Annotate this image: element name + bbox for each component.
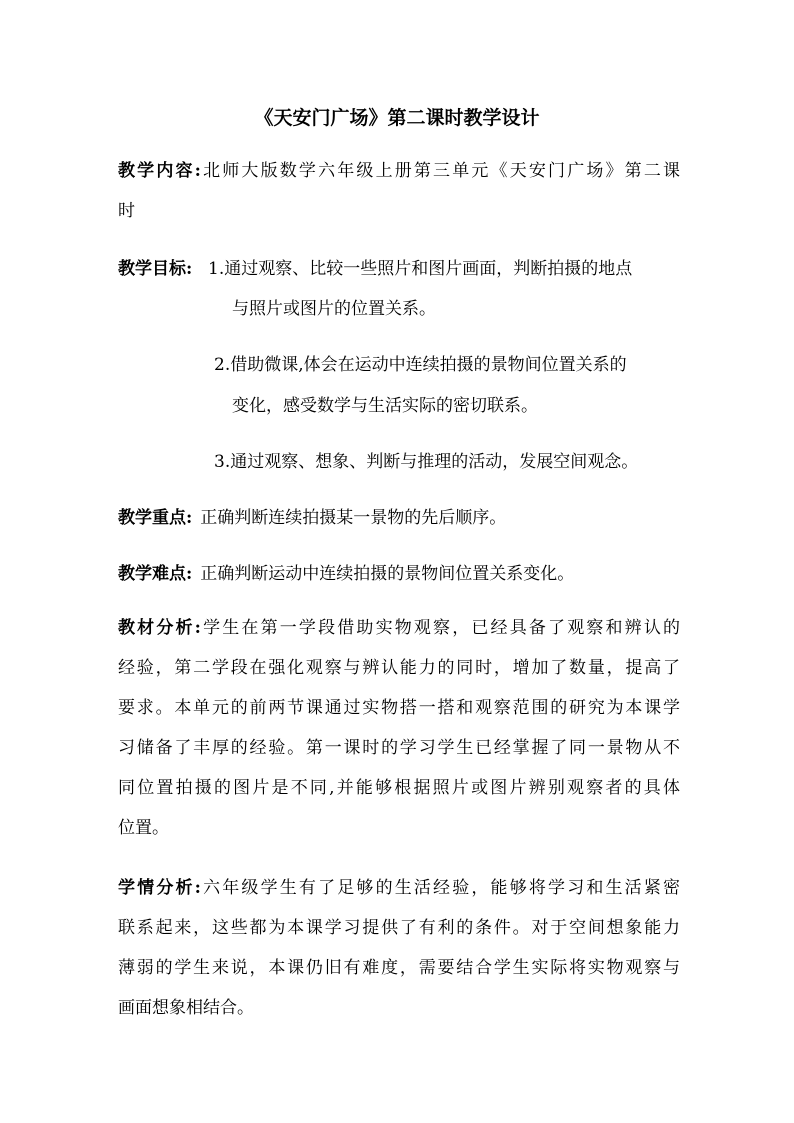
students-line-1	[118, 868, 680, 908]
objectives-label	[118, 249, 192, 289]
objectives-label-text: 教学目标:	[118, 259, 193, 279]
material-label: 教材分析:	[118, 618, 201, 638]
students-line-4: 画面想象相结合。	[118, 998, 254, 1018]
content-text-1: 北师大版数学六年级上册第三单元《天安门广场》第二课	[200, 161, 681, 181]
material-text-1: 学生在第一学段借助实物观察，已经具备了观察和辨认的	[200, 618, 681, 638]
content-line-2: 时	[118, 201, 135, 221]
content-line-1	[118, 151, 680, 191]
content-label: 教学内容:	[118, 161, 201, 181]
objective-2-line-2: 变化，感受数学与生活实际的密切联系。	[232, 396, 538, 416]
material-line-3: 要求。本单元的前两节课通过实物搭一搭和观察范围的研究为本课学	[118, 698, 680, 718]
material-line-6: 位置。	[118, 818, 169, 838]
objective-1-line-2: 与照片或图片的位置关系。	[232, 299, 436, 319]
objective-2-line-1: 2.借助微课,体会在运动中连续拍摄的景物间位置关系的	[214, 355, 627, 375]
material-line-4: 习储备了丰厚的经验。第一课时的学习学生已经掌握了同一景物从不	[118, 738, 680, 758]
students-line-2: 联系起来，这些都为本课学习提供了有利的条件。对于空间想象能力	[118, 918, 680, 938]
students-text-1: 六年级学生有了足够的生活经验，能够将学习和生活紧密	[200, 878, 681, 898]
page-title: 《天安门广场》第二课时教学设计	[254, 107, 540, 129]
section-key-point	[118, 498, 506, 538]
section-difficulty	[118, 554, 574, 594]
key-point-text: 正确判断连续拍摄某一景物的先后顺序。	[200, 508, 507, 528]
difficulty-label: 教学难点:	[118, 564, 193, 584]
section-students	[118, 868, 680, 1028]
objective-1-line-1: 1.通过观察、比较一些照片和图片画面，判断拍摄的地点	[208, 259, 633, 279]
students-line-3: 薄弱的学生来说，本课仍旧有难度，需要结合学生实际将实物观察与	[118, 958, 680, 978]
difficulty-text: 正确判断运动中连续拍摄的景物间位置关系变化。	[200, 564, 575, 584]
students-label: 学情分析:	[118, 878, 201, 898]
material-line-1	[118, 608, 680, 648]
material-line-5: 同位置拍摄的图片是不同,并能够根据照片或图片辨别观察者的具体	[118, 778, 680, 798]
material-line-2: 经验，第二学段在强化观察与辨认能力的同时，增加了数量，提高了	[118, 658, 680, 678]
section-content	[118, 151, 680, 231]
key-point-label: 教学重点:	[118, 508, 193, 528]
objective-3-line-1: 3.通过观察、想象、判断与推理的活动，发展空间观念。	[214, 452, 639, 472]
section-material	[118, 608, 680, 848]
